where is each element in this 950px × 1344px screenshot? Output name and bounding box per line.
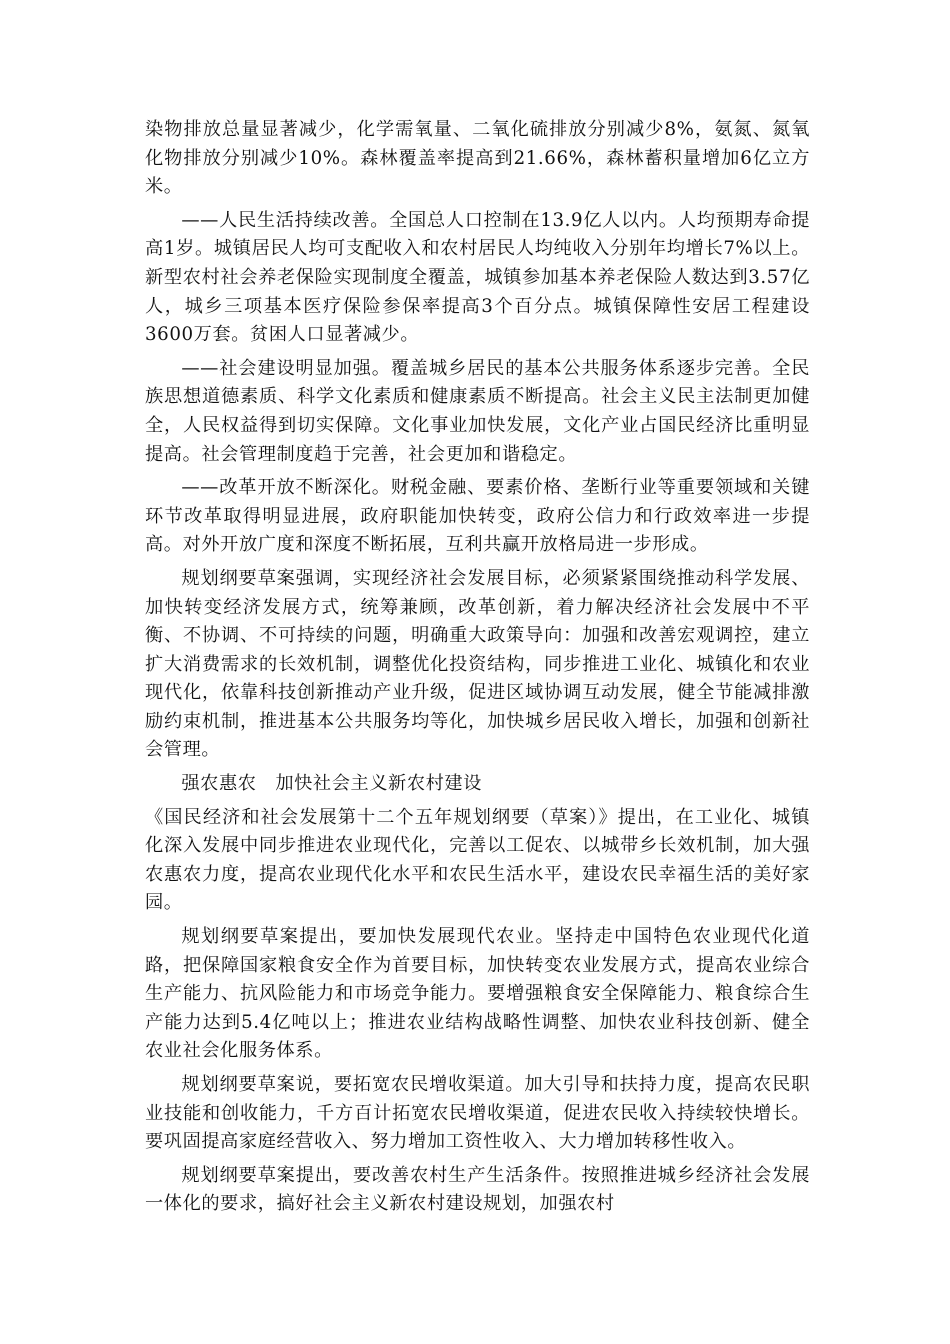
paragraph-policy-guidance: 规划纲要草案强调，实现经济社会发展目标，必须紧紧围绕推动科学发展、加快转变经济发展方式，统筹兼顾，改革创新，着力解决经济社会发展中不平衡、不协调、不可持续的问题，明确重大政策导向：加强和改善宏观调控，建立扩大消费需求的长效机制，调整优化投资结构，同步推进工业化、城镇化和农业现代化，依靠科技创新推动产业升级，促进区域协调互动发展，健全节能减排激励约束机制，推进基本公共服务均等化，加快城乡居民收入增长，加强和创新社会管理。 (145, 567, 810, 761)
paragraph-plan-intro: 《国民经济和社会发展第十二个五年规划纲要（草案）》提出，在工业化、城镇化深入发展中同步推进农业现代化，完善以工促农、以城带乡长效机制，加大强农惠农力度，提高农业现代化水平和农民生活水平，建设农民幸福生活的美好家园。 (145, 806, 810, 914)
document-page (145, 116, 810, 1224)
paragraph-farmer-income: 规划纲要草案说，要拓宽农民增收渠道。加大引导和扶持力度，提高农民职业技能和创收能力，千方百计拓宽农民增收渠道，促进农民收入持续较快增长。要巩固提高家庭经营收入、努力增加工资性收入、大力增加转移性收入。 (145, 1074, 810, 1153)
section-heading: 强农惠农 加快社会主义新农村建设 (181, 773, 482, 795)
paragraph-social-construction: ——社会建设明显加强。覆盖城乡居民的基本公共服务体系逐步完善。全民族思想道德素质、科学文化素质和健康素质不断提高。社会主义民主法制更加健全，人民权益得到切实保障。文化事业加快发展，文化产业占国民经济比重明显提高。社会管理制度趋于完善，社会更加和谐稳定。 (145, 357, 810, 465)
paragraph-pollution: 染物排放总量显著减少，化学需氧量、二氧化硫排放分别减少8%，氨氮、氮氧化物排放分别减少10%。森林覆盖率提高到21.66%，森林蓄积量增加6亿立方米。 (145, 119, 810, 198)
paragraph-modern-agriculture: 规划纲要草案提出，要加快发展现代农业。坚持走中国特色农业现代化道路，把保障国家粮食安全作为首要目标，加快转变农业发展方式，提高农业综合生产能力、抗风险能力和市场竞争能力。要增强粮食安全保障能力、粮食综合生产能力达到5.4亿吨以上；推进农业结构战略性调整、加快农业科技创新、健全农业社会化服务体系。 (145, 926, 810, 1062)
paragraph-reform-opening: ——改革开放不断深化。财税金融、要素价格、垄断行业等重要领域和关键环节改革取得明显进展，政府职能加快转变，政府公信力和行政效率进一步提高。对外开放广度和深度不断拓展，互利共赢开放格局进一步形成。 (145, 477, 810, 556)
paragraph-rural-conditions: 规划纲要草案提出，要改善农村生产生活条件。按照推进城乡经济社会发展一体化的要求，搞好社会主义新农村建设规划，加强农村 (145, 1164, 810, 1215)
paragraph-living-standards: ——人民生活持续改善。全国总人口控制在13.9亿人以内。人均预期寿命提高1岁。城镇居民人均可支配收入和农村居民人均纯收入分别年均增长7%以上。新型农村社会养老保险实现制度全覆盖，城镇参加基本养老保险人数达到3.57亿人，城乡三项基本医疗保险参保率提高3个百分点。城镇保障性安居工程建设3600万套。贫困人口显著减少。 (145, 209, 810, 346)
